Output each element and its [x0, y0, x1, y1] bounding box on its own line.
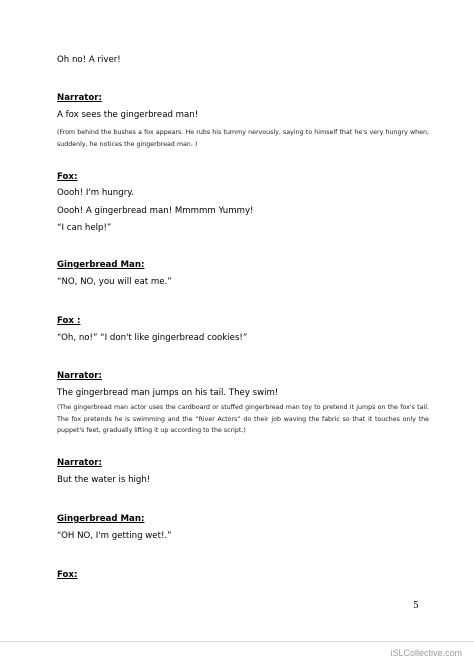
line-oh-no-river: Oh no! A river!	[57, 55, 121, 65]
line-i-can-help: “I can help!”	[57, 223, 112, 233]
speaker-fox: Fox:	[57, 172, 78, 182]
speaker-fox: Fox:	[57, 570, 78, 580]
line-dont-like: “Oh, no!” “I don't like gingerbread cookies!”	[57, 333, 248, 343]
footer-divider	[0, 641, 474, 642]
page-number: 5	[413, 601, 419, 611]
line-jumps-on-tail: The gingerbread man jumps on his tail. They swim!	[57, 388, 279, 398]
speaker-gingerbread-man: Gingerbread Man:	[57, 514, 145, 524]
stage-direction: (The gingerbread man actor uses the cardboard or stuffed gingerbread man toy to pretend it jumps on the fox's tail. The fox pretends he is swimming and the “River Actors” do their job waving the fabric so that it touches only the puppet's feet, gradually lifting it up according to the script.)	[57, 404, 429, 435]
line-eat-me: “NO, NO, you will eat me.”	[57, 277, 172, 287]
speaker-gingerbread-man: Gingerbread Man:	[57, 260, 145, 270]
stage-direction: (From behind the bushes a fox appears. He rubs his tummy nervously, saying to himself that he's very hungry when, suddenly, he notices the gingerbread man. )	[57, 129, 429, 148]
line-water-high: But the water is high!	[57, 475, 151, 485]
speaker-narrator: Narrator:	[57, 371, 102, 381]
speaker-narrator: Narrator:	[57, 458, 102, 468]
watermark-text: iSLCollective.com	[390, 648, 462, 658]
line-hungry: Oooh! I'm hungry.	[57, 188, 134, 198]
line-fox-sees: A fox sees the gingerbread man!	[57, 110, 199, 120]
line-yummy: Oooh! A gingerbread man! Mmmmm Yummy!	[57, 206, 254, 216]
speaker-narrator: Narrator:	[57, 93, 102, 103]
line-getting-wet: “OH NO, I'm getting wet!.”	[57, 531, 172, 541]
speaker-fox: Fox :	[57, 316, 81, 326]
